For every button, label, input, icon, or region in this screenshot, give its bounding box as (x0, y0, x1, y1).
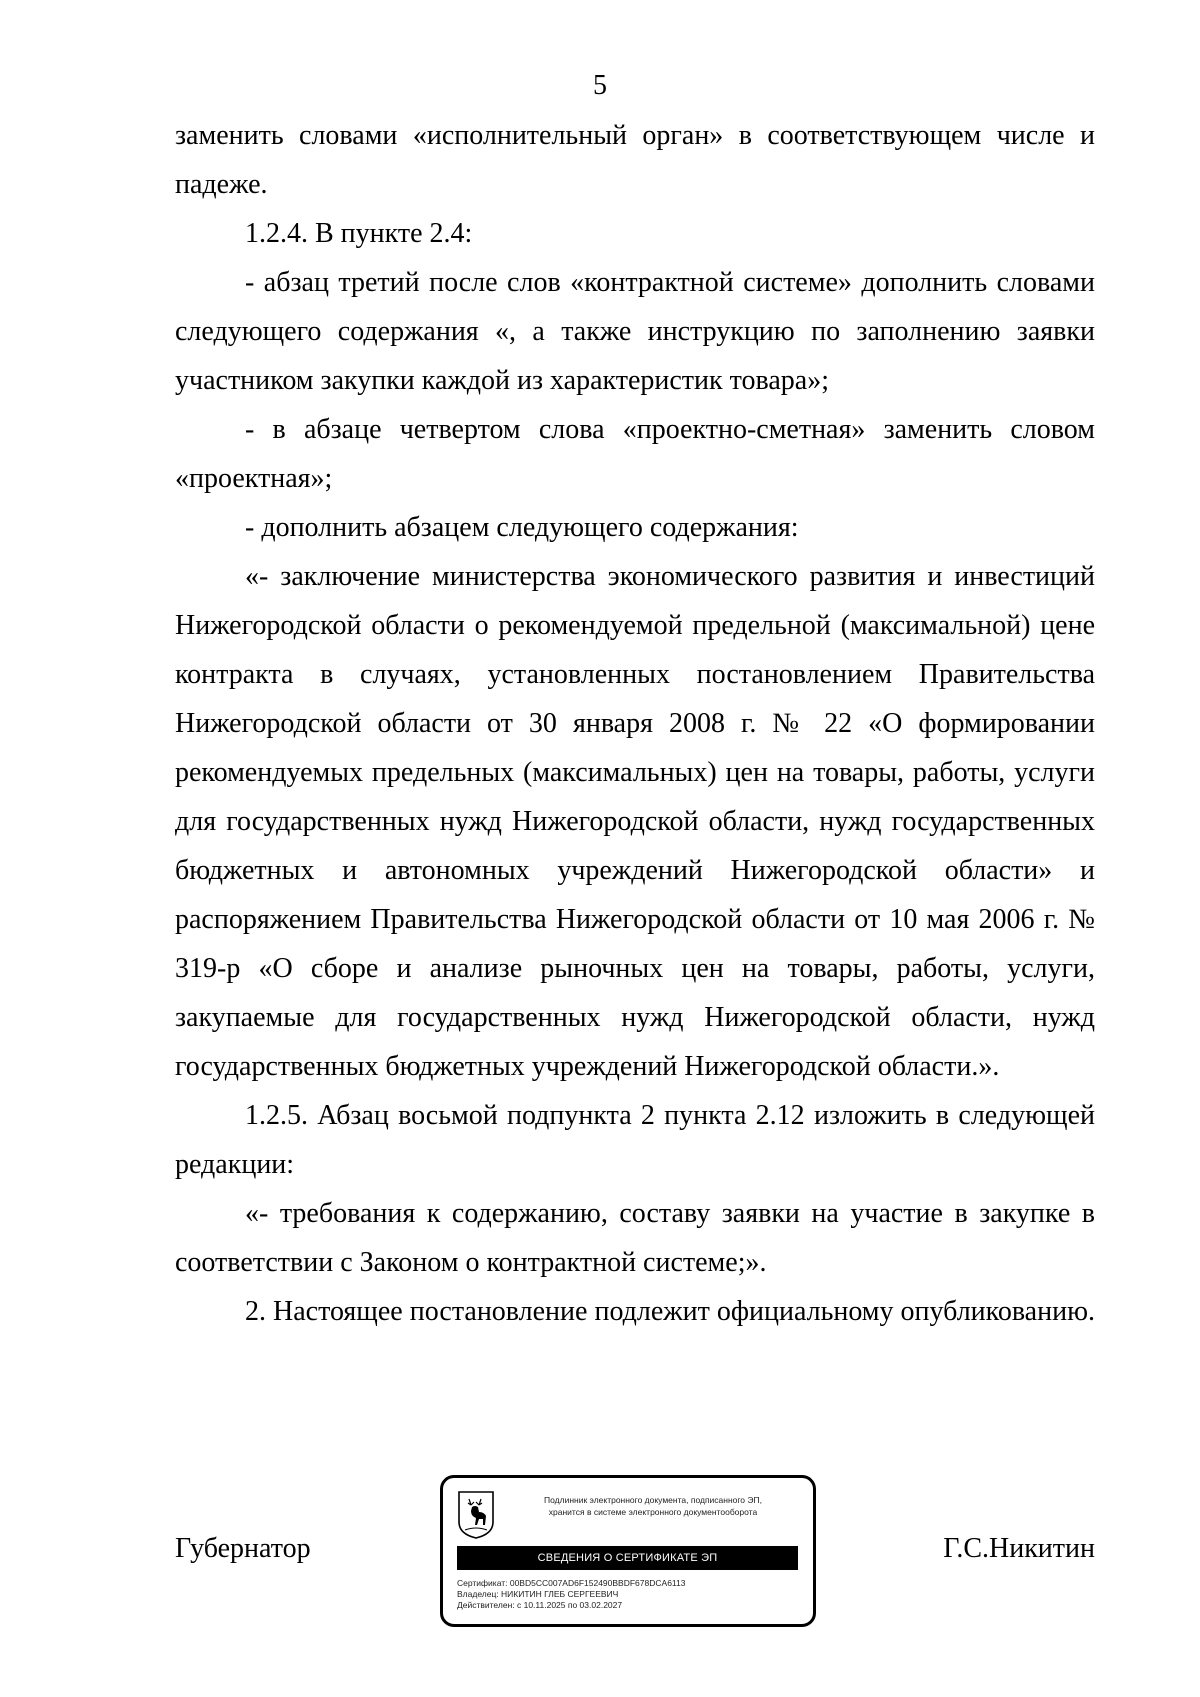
signature-block (175, 1475, 1095, 1655)
page-number: 5 (593, 70, 607, 101)
paragraph-item-1-2-5: 1.2.5. Абзац восьмой подпункта 2 пункта 2.12 изложить в следующей редакции: (175, 1100, 1095, 1180)
signer-name: Г.С.Никитин (943, 1533, 1095, 1564)
paragraph-dopolnit: - дополнить абзацем следующего содержания: (245, 512, 799, 543)
stamp-note-line-2: хранится в системе электронного документооборота (548, 1507, 758, 1517)
paragraph-item-1-2-4: 1.2.4. В пункте 2.4: (245, 218, 473, 249)
stamp-note (503, 1494, 803, 1518)
certificate-number: Сертификат: 00BD5CC007AD6F152490BBDF678DCA6113 (457, 1578, 686, 1588)
document-body (175, 111, 1095, 1336)
paragraph-trebovaniya: «- требования к содержанию, составу заявки на участие в закупке в соответствии с Законом о контрактной системе;». (175, 1198, 1095, 1278)
electronic-signature-stamp (440, 1475, 816, 1627)
paragraph-continuation: заменить словами «исполнительный орган» в соответствующем числе и падеже. (175, 120, 1095, 200)
deer-coat-of-arms-icon (457, 1490, 495, 1540)
paragraph-publication: 2. Настоящее постановление подлежит официальному опубликованию. (245, 1296, 1095, 1327)
paragraph-abzats-chetvertyy: - в абзаце четвертом слова «проектно-сметная» заменить словом «проектная»; (175, 414, 1095, 494)
certificate-details (457, 1578, 802, 1611)
certificate-validity: Действителен: с 10.11.2025 по 03.02.2027 (457, 1600, 623, 1610)
certificate-banner: СВЕДЕНИЯ О СЕРТИФИКАТЕ ЭП (457, 1546, 798, 1570)
signer-title: Губернатор (175, 1533, 311, 1564)
certificate-owner: Владелец: НИКИТИН ГЛЕБ СЕРГЕЕВИЧ (457, 1589, 619, 1599)
paragraph-zaklyuchenie: «- заключение министерства экономического развития и инвестиций Нижегородской области о рекомендуемой предельной (максимальной) цене контракта в случаях, установленных постановлением Правительства Нижегородской области от 30 января 2008 г. № 22 «О формировании рекомендуемых предельных (максимальных) цен на товары, работы, услуги для государственных нужд Нижегородской области, нужд государственных бюджетных и автономных учреждений Нижегородской области» и распоряжением Правительства Нижегородской области от 10 мая 2006 г. № 319-р «О сборе и анализе рыночных цен на товары, работы, услуги, закупаемые для государственных нужд Нижегородской области, нужд государственных бюджетных учреждений Нижегородской области.». (175, 561, 1095, 1082)
stamp-note-line-1: Подлинник электронного документа, подписанного ЭП, (544, 1495, 762, 1505)
paragraph-abzats-tretiy: - абзац третий после слов «контрактной системе» дополнить словами следующего содержания «, а также инструкцию по заполнению заявки участником закупки каждой из характеристик товара»; (175, 267, 1095, 396)
